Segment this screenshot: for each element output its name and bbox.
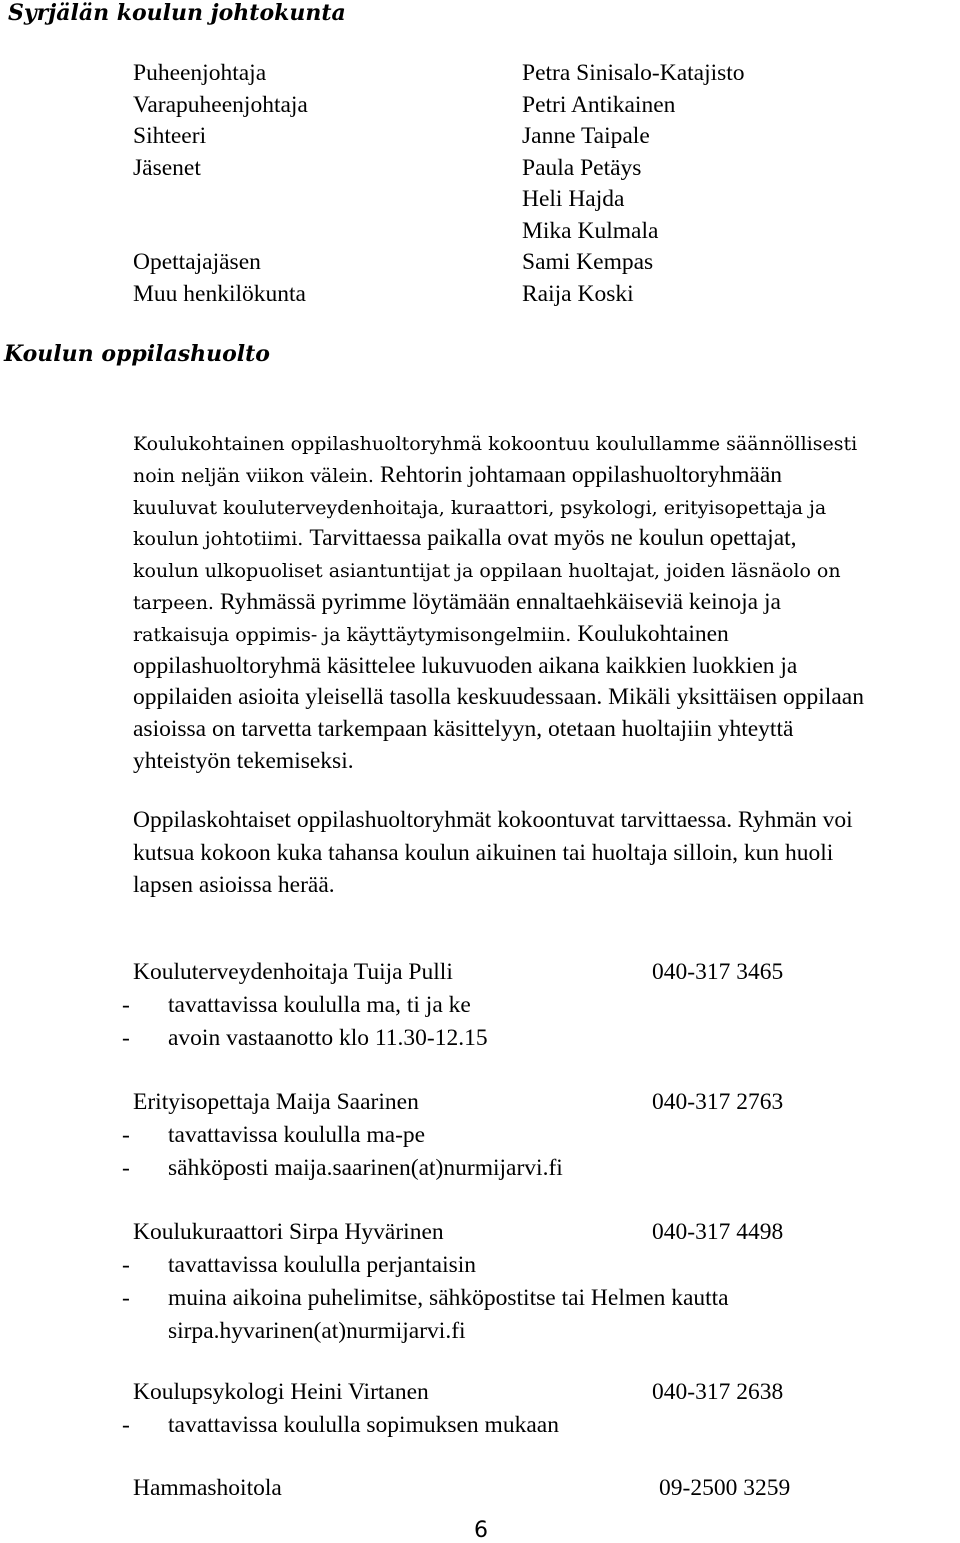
contact-title-row [122, 1472, 842, 1505]
paragraph-line: yhteistyön tekemiseksi. [133, 747, 354, 774]
paragraph-line: ratkaisuja oppimis- ja käyttäytymisongelmiin. Koulukohtainen [133, 620, 729, 647]
contact-school-counselor [122, 1216, 842, 1348]
bullet-continuation: sirpa.hyvarinen(at)nurmijarvi.fi [168, 1318, 466, 1344]
bullet-item: - tavattavissa koululla perjantaisin [122, 1252, 477, 1278]
bullet-item: - avoin vastaanotto klo 11.30-12.15 [122, 1025, 488, 1051]
contact-title: Kouluterveydenhoitaja Tuija Pulli [133, 959, 453, 985]
contact-phone: 09-2500 3259 [659, 1475, 791, 1501]
contact-phone: 040-317 2763 [652, 1089, 784, 1115]
paragraph-line: Koulukohtainen oppilashuoltoryhmä kokoontuu koulullamme säännöllisesti [133, 433, 858, 455]
paragraph-line: koulun ulkopuoliset asiantuntijat ja oppilaan huoltajat, joiden läsnäolo on [133, 560, 841, 583]
bullet-item: - sähköposti maija.saarinen(at)nurmijarvi.fi [122, 1155, 563, 1181]
contact-school-psychologist [122, 1376, 842, 1442]
member-name: Raija Koski [522, 280, 634, 307]
role-label: Muu henkilökunta [133, 280, 306, 307]
paragraph-line: kuuluvat kouluterveydenhoitaja, kuraattori, psykologi, erityisopettaja ja [133, 496, 827, 519]
contact-dental-clinic [122, 1472, 842, 1505]
contact-title: Hammashoitola [133, 1475, 282, 1501]
paragraph-line: lapsen asioissa herää. [133, 872, 335, 898]
board-names [522, 58, 745, 310]
bullet-item: - tavattavissa koululla ma-pe [122, 1122, 426, 1148]
member-name: Janne Taipale [522, 123, 650, 149]
paragraph-line: noin neljän viikon välein. Rehtorin johtamaan oppilashuoltoryhmään [133, 461, 783, 488]
contact-phone: 040-317 2638 [652, 1379, 784, 1405]
bullet-item: - tavattavissa koululla sopimuksen mukaan [122, 1412, 559, 1438]
member-name: Sami Kempas [522, 249, 654, 275]
paragraph-line: koulun johtotiimi. Tarvittaessa paikalla ovat myös ne koulun opettajat, [133, 525, 797, 552]
role-label: Varapuheenjohtaja [133, 91, 308, 118]
paragraph-line: Oppilaskohtaiset oppilashuoltoryhmät kokoontuvat tarvittaessa. Ryhmän voi [133, 807, 853, 833]
member-name: Paula Petäys [522, 154, 642, 181]
bullet-item: - tavattavissa koululla ma, ti ja ke [122, 992, 471, 1018]
paragraph-line: oppilaiden asioita yleisellä tasolla keskuudessaan. Mikäli yksittäisen oppilaan [133, 684, 864, 711]
paragraph-line: oppilashuoltoryhmä käsittelee lukuvuoden aikana kaikkien luokkien ja [133, 652, 798, 679]
contact-title: Koulupsykologi Heini Virtanen [133, 1379, 429, 1405]
contact-title-row [122, 956, 842, 989]
paragraph-line: asioissa on tarvetta tarkempaan käsittelyyn, otetaan huoltajiin yhteyttä [133, 716, 794, 743]
care-heading: Koulun oppilashuolto [4, 341, 270, 367]
member-name: Petra Sinisalo-Katajisto [522, 60, 745, 86]
contact-title-row [122, 1216, 842, 1249]
contact-phone: 040-317 3465 [652, 959, 784, 985]
contact-title: Erityisopettaja Maija Saarinen [133, 1089, 419, 1115]
member-name: Heli Hajda [522, 186, 625, 212]
care-paragraph-2 [133, 804, 953, 902]
care-paragraph-1 [133, 428, 953, 778]
paragraph-line: tarpeen. Ryhmässä pyrimme löytämään ennaltaehkäiseviä keinoja ja [133, 588, 781, 615]
member-name: Petri Antikainen [522, 91, 676, 118]
contact-title: Koulukuraattori Sirpa Hyvärinen [133, 1219, 444, 1245]
role-label [133, 216, 308, 248]
contact-special-teacher [122, 1086, 842, 1185]
role-label: Sihteeri [133, 123, 207, 149]
board-roles [133, 58, 308, 310]
role-label: Opettajajäsen [133, 249, 261, 275]
contact-phone: 040-317 4498 [652, 1219, 784, 1245]
paragraph-line: kutsua kokoon kuka tahansa koulun aikuinen tai huoltaja silloin, kun huoli [133, 839, 834, 866]
contact-school-nurse [122, 956, 842, 1055]
member-name: Mika Kulmala [522, 217, 659, 244]
role-label: Puheenjohtaja [133, 60, 267, 86]
role-label [133, 184, 308, 216]
page-number: 6 [474, 1518, 488, 1543]
bullet-item: - muina aikoina puhelimitse, sähköpostitse tai Helmen kautta [122, 1285, 729, 1311]
board-heading: Syrjälän koulun johtokunta [8, 0, 346, 26]
contact-title-row [122, 1376, 842, 1409]
role-label: Jäsenet [133, 154, 201, 181]
contact-title-row [122, 1086, 842, 1119]
